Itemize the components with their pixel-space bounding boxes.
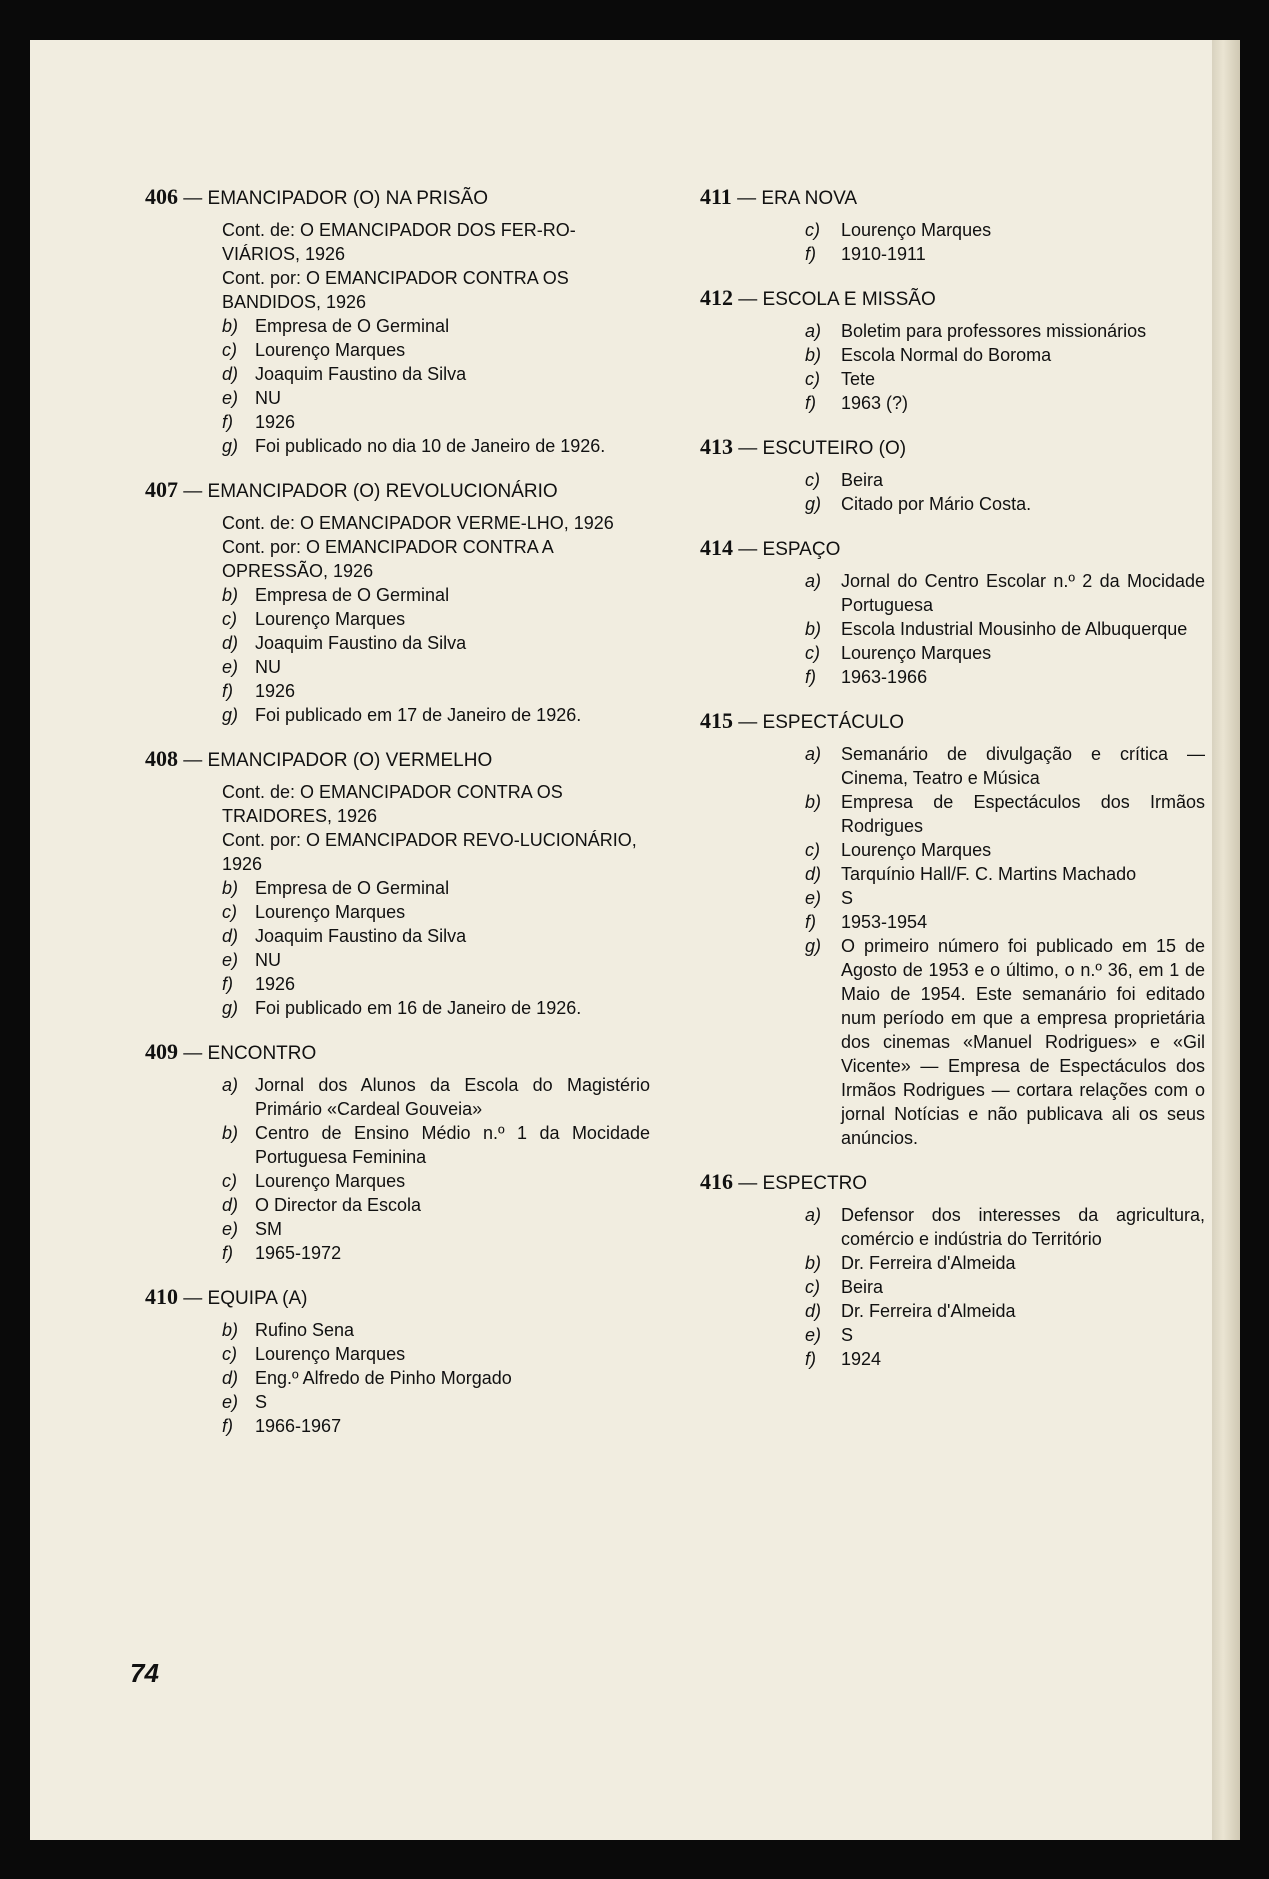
field-value: Citado por Mário Costa.: [841, 494, 1032, 514]
catalog-entry: [700, 709, 1205, 1150]
continuation-note: Cont. por: O EMANCIPADOR REVO-LUCIONÁRIO, 1926: [222, 830, 637, 874]
field-key: g): [805, 936, 822, 956]
field-key: c): [805, 220, 820, 240]
entry-field: [145, 948, 650, 972]
entry-field: [700, 1251, 1205, 1275]
entry-number: 408: [145, 746, 178, 771]
entry-field: [145, 703, 650, 727]
field-key: f): [222, 412, 233, 432]
entry-title: — ERA NOVA: [737, 188, 858, 209]
entry-field: [145, 410, 650, 434]
entry-heading: [145, 478, 650, 504]
field-value: 1963-1966: [841, 667, 928, 687]
entry-field: [145, 1217, 650, 1241]
field-value: NU: [255, 950, 281, 970]
field-key: e): [222, 950, 239, 970]
field-key: b): [805, 619, 822, 639]
entry-number: 407: [145, 477, 178, 502]
field-value: S: [841, 888, 854, 908]
field-value: Joaquim Faustino da Silva: [255, 633, 467, 653]
field-key: f): [805, 912, 816, 932]
field-value: Semanário de divulgação e crítica — Cinema, Teatro e Música: [841, 744, 1205, 788]
entry-number: 414: [700, 535, 733, 560]
entry-field: [700, 838, 1205, 862]
field-value: Foi publicado em 16 de Janeiro de 1926.: [255, 998, 582, 1018]
entry-field: [700, 569, 1205, 617]
field-key: f): [222, 1243, 233, 1263]
field-key: d): [805, 1301, 822, 1321]
field-key: a): [805, 1205, 822, 1225]
entry-number: 416: [700, 1169, 733, 1194]
field-value: Defensor dos interesses da agricultura, comércio e indústria do Território: [841, 1205, 1205, 1249]
entry-heading: [700, 536, 1205, 562]
field-value: Lourenço Marques: [255, 1171, 406, 1191]
field-value: S: [255, 1392, 268, 1412]
entry-field: [145, 1342, 650, 1366]
entry-title: — EMANCIPADOR (O) REVOLUCIONÁRIO: [183, 481, 558, 502]
field-key: c): [222, 609, 237, 629]
entry-field: [145, 1390, 650, 1414]
entry-heading: [145, 747, 650, 773]
field-value: Joaquim Faustino da Silva: [255, 364, 467, 384]
field-value: Lourenço Marques: [255, 609, 406, 629]
entry-field: [145, 314, 650, 338]
field-key: f): [222, 974, 233, 994]
field-key: g): [222, 705, 239, 725]
field-value: S: [841, 1325, 854, 1345]
field-value: Empresa de O Germinal: [255, 878, 450, 898]
field-key: d): [222, 1195, 239, 1215]
field-value: Escola Industrial Mousinho de Albuquerque: [841, 619, 1188, 639]
entry-title: — ESCOLA E MISSÃO: [738, 289, 936, 310]
entry-number: 412: [700, 285, 733, 310]
entry-field: [700, 1275, 1205, 1299]
entry-number: 410: [145, 1284, 178, 1309]
entry-field: [700, 665, 1205, 689]
field-key: f): [805, 393, 816, 413]
field-key: e): [805, 888, 822, 908]
entry-number: 415: [700, 708, 733, 733]
entry-field: [145, 362, 650, 386]
field-value: Jornal dos Alunos da Escola do Magistério Primário «Cardeal Gouveia»: [255, 1075, 650, 1119]
field-value: O primeiro número foi publicado em 15 de Agosto de 1953 e o último, o n.º 36, em 1 de Maio de 1954. Este semanário foi editado num período em que a empresa proprietária dos cinemas «Manuel Rodrigues» e «Gil Vicente» — Empresa de Espectáculos dos Irmãos Rodrigues — cortara relações com o jornal Notícias e não publicava ali os seus anúncios.: [841, 936, 1205, 1148]
catalog-entry: [145, 1285, 650, 1438]
field-key: b): [222, 878, 239, 898]
entry-field: [700, 468, 1205, 492]
entry-field: [145, 386, 650, 410]
field-value: Lourenço Marques: [255, 340, 406, 360]
field-key: d): [222, 633, 239, 653]
entry-number: 411: [700, 184, 732, 209]
entry-field: [145, 924, 650, 948]
field-key: c): [805, 840, 820, 860]
entry-field: [700, 343, 1205, 367]
catalog-entry: [700, 1170, 1205, 1371]
entry-number: 409: [145, 1039, 178, 1064]
field-key: b): [222, 1123, 239, 1143]
entry-number: 413: [700, 434, 733, 459]
field-value: Dr. Ferreira d'Almeida: [841, 1253, 1016, 1273]
entry-field: [145, 900, 650, 924]
field-key: c): [222, 1344, 237, 1364]
entry-field: [145, 434, 650, 458]
entry-title: — ESPECTÁCULO: [738, 712, 905, 733]
entry-field: [145, 607, 650, 631]
entry-field: [700, 1203, 1205, 1251]
field-key: e): [222, 1392, 239, 1412]
entry-field: [145, 972, 650, 996]
field-key: g): [222, 998, 239, 1018]
entry-heading: [145, 1040, 650, 1066]
left-column: [145, 185, 650, 1458]
entry-field: [145, 1193, 650, 1217]
field-value: Empresa de O Germinal: [255, 316, 450, 336]
field-key: a): [805, 321, 822, 341]
field-key: b): [222, 1320, 239, 1340]
field-key: b): [222, 585, 239, 605]
entry-heading: [700, 286, 1205, 312]
field-key: f): [805, 667, 816, 687]
entry-title: — ENCONTRO: [183, 1043, 317, 1064]
field-key: c): [222, 902, 237, 922]
field-value: Tarquínio Hall/F. C. Martins Machado: [841, 864, 1137, 884]
entry-field: [145, 631, 650, 655]
entry-field: [700, 1299, 1205, 1323]
entry-field: [145, 338, 650, 362]
entry-heading: [700, 1170, 1205, 1196]
catalog-entry: [700, 536, 1205, 689]
field-key: c): [222, 1171, 237, 1191]
entry-field: [700, 1347, 1205, 1371]
field-value: 1926: [255, 974, 296, 994]
field-value: Lourenço Marques: [841, 643, 992, 663]
entry-heading: [145, 1285, 650, 1311]
field-key: f): [805, 1349, 816, 1369]
field-key: c): [222, 340, 237, 360]
entry-field: [700, 492, 1205, 516]
field-value: Joaquim Faustino da Silva: [255, 926, 467, 946]
entry-heading: [145, 185, 650, 211]
continuation-note: Cont. de: O EMANCIPADOR DOS FER-RO-VIÁRIOS, 1926: [222, 220, 576, 264]
continuation-note: Cont. por: O EMANCIPADOR CONTRA OS BANDIDOS, 1926: [222, 268, 569, 312]
entry-title: — ESPECTRO: [738, 1173, 868, 1194]
field-key: b): [805, 345, 822, 365]
entry-field: [700, 790, 1205, 838]
field-value: NU: [255, 657, 281, 677]
entry-title: — ESPAÇO: [738, 539, 841, 560]
entry-field: [700, 742, 1205, 790]
field-key: c): [805, 470, 820, 490]
entry-field: [145, 876, 650, 900]
entry-field: [700, 910, 1205, 934]
continuation-note: Cont. por: O EMANCIPADOR CONTRA A OPRESSÃO, 1926: [222, 537, 553, 581]
field-value: Lourenço Marques: [255, 1344, 406, 1364]
page-gutter-shadow: [1212, 40, 1240, 1840]
entry-title: — EMANCIPADOR (O) VERMELHO: [183, 750, 493, 771]
entry-field: [145, 1073, 650, 1121]
right-column: [700, 185, 1205, 1391]
field-value: 1965-1972: [255, 1243, 342, 1263]
entry-field: [145, 1414, 650, 1438]
field-value: Centro de Ensino Médio n.º 1 da Mocidade Portuguesa Feminina: [255, 1123, 650, 1167]
field-value: Eng.º Alfredo de Pinho Morgado: [255, 1368, 512, 1388]
entry-field: [145, 679, 650, 703]
entry-field: [700, 934, 1205, 1150]
field-value: Foi publicado no dia 10 de Janeiro de 1926.: [255, 436, 606, 456]
entry-field: [145, 1366, 650, 1390]
entry-title: — ESCUTEIRO (O): [738, 438, 907, 459]
field-value: Lourenço Marques: [255, 902, 406, 922]
field-key: f): [222, 681, 233, 701]
catalog-entry: [700, 286, 1205, 415]
field-key: e): [222, 657, 239, 677]
field-key: a): [805, 744, 822, 764]
field-value: 1953-1954: [841, 912, 928, 932]
entry-heading: [700, 435, 1205, 461]
field-value: SM: [255, 1219, 282, 1239]
catalog-entry: [145, 478, 650, 727]
entry-title: — EQUIPA (A): [183, 1288, 308, 1309]
catalog-entry: [700, 435, 1205, 516]
field-key: c): [805, 1277, 820, 1297]
field-value: 1924: [841, 1349, 882, 1369]
entry-field: [145, 1121, 650, 1169]
entry-field: [700, 319, 1205, 343]
catalog-entry: [145, 1040, 650, 1265]
entry-title: — EMANCIPADOR (O) NA PRISÃO: [183, 188, 489, 209]
field-value: Lourenço Marques: [841, 840, 992, 860]
entry-heading: [700, 185, 1205, 211]
field-key: d): [222, 364, 239, 384]
entry-field: [700, 391, 1205, 415]
field-key: e): [805, 1325, 822, 1345]
field-key: d): [805, 864, 822, 884]
field-value: 1910-1911: [841, 244, 926, 264]
field-key: b): [805, 1253, 822, 1273]
catalog-entry: [145, 747, 650, 1020]
entry-field: [145, 655, 650, 679]
field-key: d): [222, 1368, 239, 1388]
field-key: b): [805, 792, 822, 812]
field-value: Lourenço Marques: [841, 220, 992, 240]
field-key: g): [805, 494, 822, 514]
field-value: O Director da Escola: [255, 1195, 422, 1215]
field-key: b): [222, 316, 239, 336]
entry-field: [700, 1323, 1205, 1347]
field-value: Escola Normal do Boroma: [841, 345, 1052, 365]
entry-field: [700, 367, 1205, 391]
entry-field: [700, 218, 1205, 242]
field-value: Beira: [841, 470, 884, 490]
field-value: 1963 (?): [841, 393, 909, 413]
field-key: g): [222, 436, 239, 456]
entry-field: [700, 617, 1205, 641]
entry-field: [700, 641, 1205, 665]
book-page: [30, 40, 1240, 1840]
continuation-note: Cont. de: O EMANCIPADOR VERME-LHO, 1926: [222, 513, 614, 533]
field-value: 1926: [255, 681, 296, 701]
field-value: NU: [255, 388, 281, 408]
field-value: Empresa de Espectáculos dos Irmãos Rodrigues: [841, 792, 1205, 836]
field-key: c): [805, 369, 820, 389]
field-value: 1966-1967: [255, 1416, 342, 1436]
entry-number: 406: [145, 184, 178, 209]
field-value: Dr. Ferreira d'Almeida: [841, 1301, 1016, 1321]
entry-field: [145, 1318, 650, 1342]
field-key: a): [222, 1075, 239, 1095]
field-key: e): [222, 388, 239, 408]
field-value: Foi publicado em 17 de Janeiro de 1926.: [255, 705, 582, 725]
field-value: Beira: [841, 1277, 884, 1297]
catalog-entry: [700, 185, 1205, 266]
entry-field: [145, 1241, 650, 1265]
page-number: 74: [130, 1658, 159, 1688]
field-key: d): [222, 926, 239, 946]
continuation-note: Cont. de: O EMANCIPADOR CONTRA OS TRAIDORES, 1926: [222, 782, 563, 826]
field-value: Boletim para professores missionários: [841, 321, 1147, 341]
field-key: f): [805, 244, 816, 264]
field-key: c): [805, 643, 820, 663]
field-value: Empresa de O Germinal: [255, 585, 450, 605]
entry-field: [145, 1169, 650, 1193]
field-key: f): [222, 1416, 233, 1436]
catalog-entry: [145, 185, 650, 458]
field-key: e): [222, 1219, 239, 1239]
field-value: 1926: [255, 412, 296, 432]
field-value: Rufino Sena: [255, 1320, 355, 1340]
entry-field: [700, 242, 1205, 266]
field-key: a): [805, 571, 822, 591]
entry-field: [145, 583, 650, 607]
entry-field: [145, 996, 650, 1020]
entry-heading: [700, 709, 1205, 735]
entry-field: [700, 862, 1205, 886]
field-value: Jornal do Centro Escolar n.º 2 da Mocidade Portuguesa: [841, 571, 1205, 615]
field-value: Tete: [841, 369, 876, 389]
entry-field: [700, 886, 1205, 910]
